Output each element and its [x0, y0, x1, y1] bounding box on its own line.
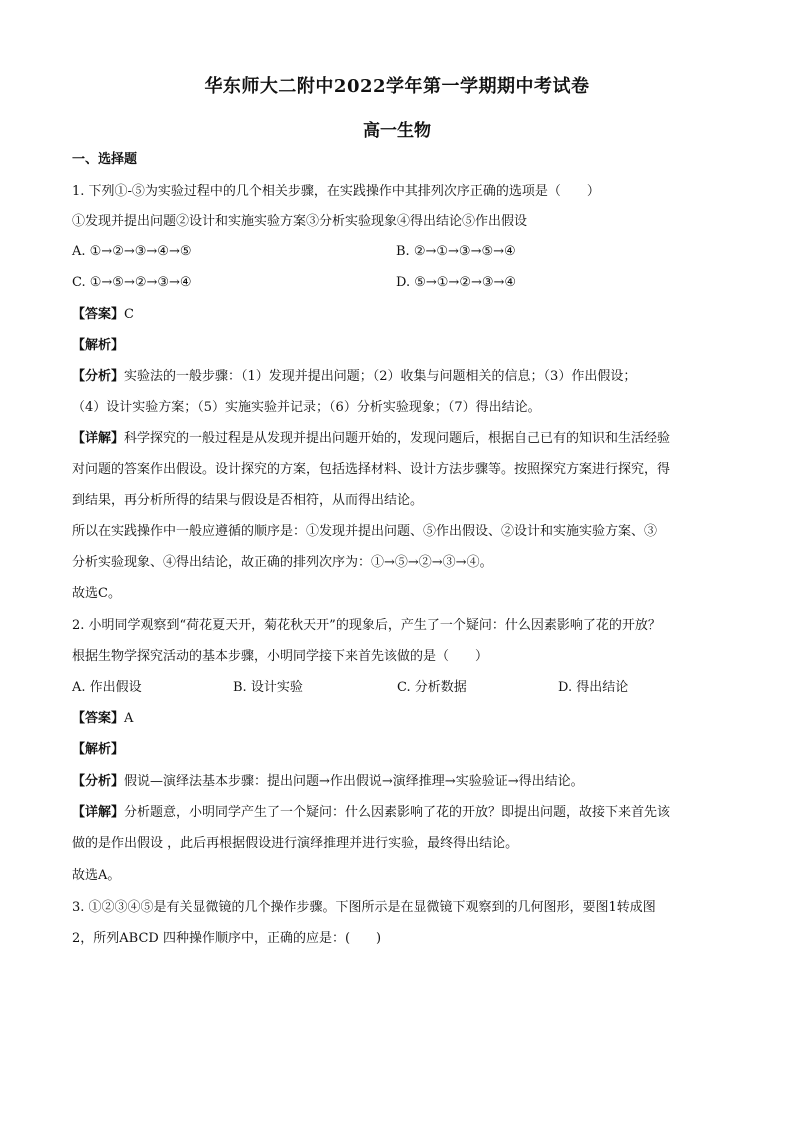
q1-option-a: A. ①→②→③→④→⑤	[72, 244, 192, 259]
q2-fenxi-text-1: 假说—演绎法基本步骤：提出问题→作出假说→演绎推理→实验验证→得出结论。	[124, 774, 584, 789]
fenxi-tag: 【分析】	[72, 774, 125, 789]
q1-analysis-tag: 【解析】	[72, 338, 125, 353]
q2-stem-1: 2. 小明同学观察到“荷花夏天开，菊花秋天开”的现象后，产生了一个疑问：什么因素影响了花的开放？	[72, 618, 661, 633]
q2-option-a: A. 作出假设	[72, 680, 142, 695]
q1-option-b: B. ②→①→③→⑤→④	[396, 244, 516, 259]
q1-option-d: D. ⑤→①→②→③→④	[396, 275, 517, 290]
q2-answer: A	[124, 711, 134, 726]
q3-stem-2: 2，所列ABCD 四种操作顺序中，正确的应是：( )	[72, 931, 382, 946]
q1-steps: ①发现并提出问题②设计和实施实验方案③分析实验现象④得出结论⑤作出假设	[72, 214, 528, 229]
q2-analysis-tag: 【解析】	[72, 742, 125, 757]
q1-fenxi-1	[72, 367, 724, 387]
q1-xiangjie-5: 分析实验现象、④得出结论，故正确的排列次序为：①→⑤→②→③→④。	[72, 555, 493, 570]
q1-xiangjie-text-1: 科学探究的一般过程是从发现并提出问题开始的，发现问题后，根据自己已有的知识和生活经验	[124, 431, 671, 446]
q3-stem-1: 3. ①②③④⑤是有关显微镜的几个操作步骤。下图所示是在显微镜下观察到的几何图形，要图1转成图	[72, 900, 656, 915]
q1-xiangjie-1	[72, 429, 724, 449]
q2-fenxi-1	[72, 772, 724, 792]
q2-stem-2: 根据生物学探究活动的基本步骤，小明同学接下来首先该做的是（ ）	[72, 649, 489, 664]
q2-option-c: C. 分析数据	[397, 680, 467, 695]
q2-option-d: D. 得出结论	[558, 680, 629, 695]
xiangjie-tag: 【详解】	[72, 431, 125, 446]
q2-xiangjie-text-1: 分析题意，小明同学产生了一个疑问：什么因素影响了花的开放？即提出问题，故接下来首先该	[124, 805, 671, 820]
answer-tag: 【答案】	[72, 711, 125, 726]
answer-tag: 【答案】	[72, 307, 125, 322]
q1-answer: C	[124, 307, 134, 322]
q1-fenxi-text-1: 实验法的一般步骤：（1）发现并提出问题；（2）收集与问题相关的信息；（3）作出假设；	[124, 369, 637, 384]
q1-xiangjie-2: 对问题的答案作出假设。设计探究的方案，包括选择材料、设计方法步骤等。按照探究方案进行探究，得	[72, 462, 671, 477]
q1-xiangjie-3: 到结果，再分析所得的结果与假设是否相符，从而得出结论。	[72, 493, 424, 508]
q2-xiangjie-1	[72, 803, 724, 823]
q1-option-c: C. ①→⑤→②→③→④	[72, 275, 192, 290]
exam-subtitle: 高一生物	[363, 121, 431, 141]
q1-conclusion: 故选C。	[72, 586, 121, 601]
xiangjie-tag: 【详解】	[72, 805, 125, 820]
q2-answer-line	[72, 709, 724, 729]
exam-title: 华东师大二附中2022学年第一学期期中考试卷	[204, 76, 590, 97]
q2-option-b: B. 设计实验	[233, 680, 303, 695]
q1-stem: 1. 下列①-⑤为实验过程中的几个相关步骤，在实践操作中其排列次序正确的选项是（ ）	[72, 184, 600, 199]
fenxi-tag: 【分析】	[72, 369, 125, 384]
q1-fenxi-2: （4）设计实验方案；（5）实施实验并记录；（6）分析实验现象；（7）得出结论。	[72, 400, 541, 415]
q2-xiangjie-2: 做的是作出假设 ，此后再根据假设进行演绎推理并进行实验，最终得出结论。	[72, 836, 519, 851]
q1-xiangjie-4: 所以在实践操作中一般应遵循的顺序是：①发现并提出问题、⑤作出假设、②设计和实施实验方案、③	[72, 524, 658, 539]
section-heading: 一、选择题	[72, 152, 138, 167]
q2-conclusion: 故选A。	[72, 868, 121, 883]
q1-answer-line	[72, 305, 724, 325]
